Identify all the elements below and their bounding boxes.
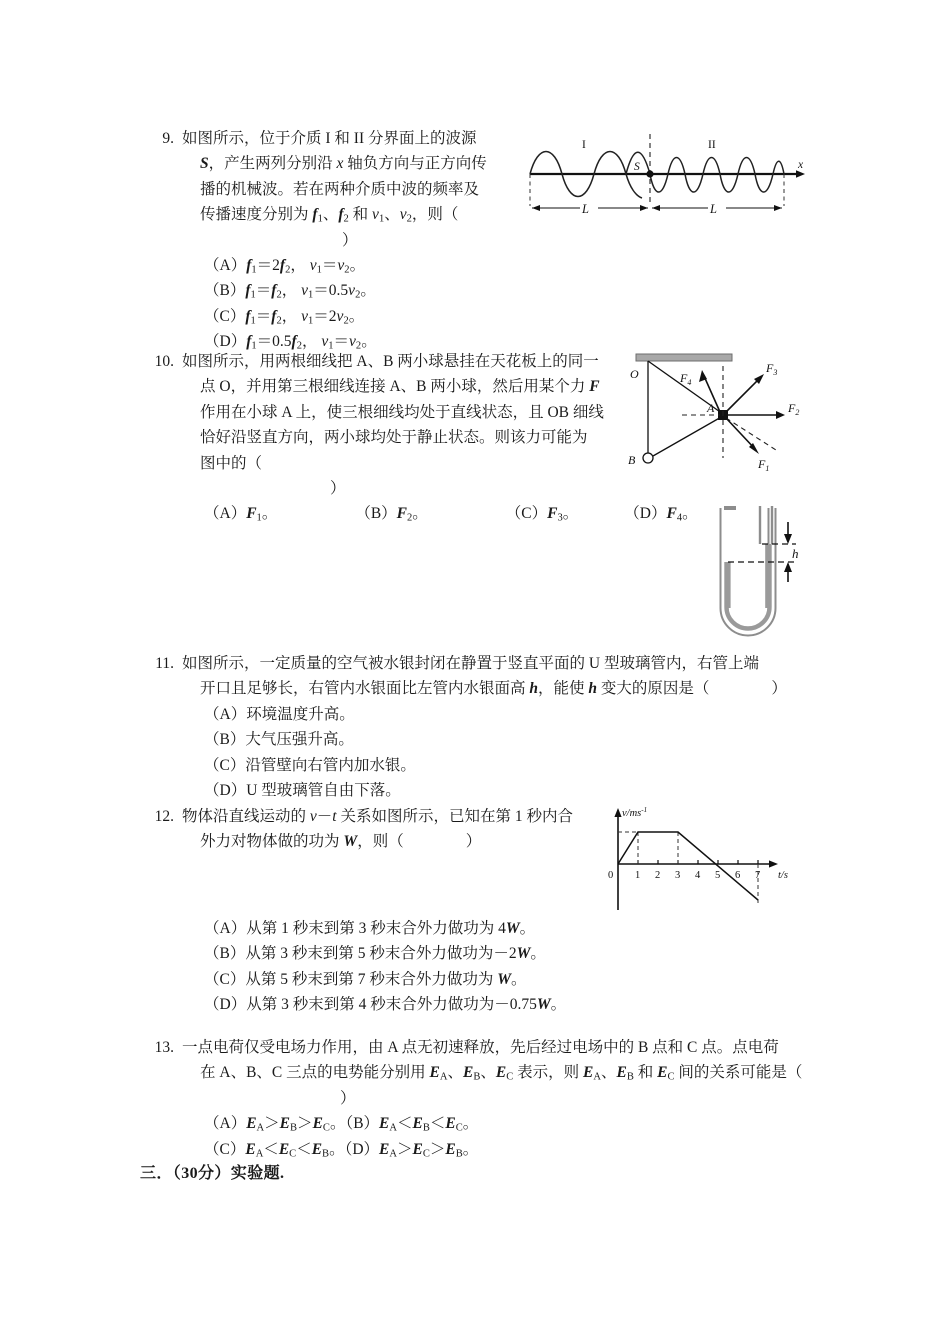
vt-ylabel: $v/ms^{-1}$ bbox=[622, 806, 648, 819]
question-13-option-d[interactable]: $(D)E_A>E_C>E_B$。 bbox=[344, 1140, 479, 1160]
force-f2-label: $F_2$ bbox=[788, 401, 800, 417]
force-f3-label: $F_3$ bbox=[766, 361, 778, 377]
question-11 bbox=[140, 651, 840, 803]
question-12-option-c[interactable]: （C）从第 5 秒末到第 7 秒末合外力做功为 W。 bbox=[204, 970, 527, 988]
question-12 bbox=[140, 804, 573, 855]
question-10-options-row bbox=[204, 501, 698, 526]
vt-tick-1: 1 bbox=[635, 870, 641, 881]
vt-tick-2: 2 bbox=[655, 870, 661, 881]
vt-tick-4: 4 bbox=[695, 870, 701, 881]
question-9-option-a[interactable]: $(A)f_1=2f_2$， $v_1=v_2$。 bbox=[204, 256, 366, 276]
question-10-line-6: ） bbox=[330, 479, 346, 497]
question-11-number: 11. bbox=[155, 655, 174, 672]
question-13-options-row-1 bbox=[204, 1111, 840, 1136]
wave-length-right-label: L bbox=[710, 202, 717, 216]
force-point-b-label: B bbox=[628, 453, 636, 467]
question-9-body bbox=[182, 126, 520, 355]
question-10-line-4: 恰好沿竖直方向，两小球均处于静止状态。则该力可能为 bbox=[200, 429, 588, 447]
question-9-line-2: S，产生两列分别沿 x 轴负方向与正方向传 bbox=[200, 155, 487, 173]
vt-xlabel: t/s bbox=[778, 870, 788, 881]
question-11-body bbox=[182, 651, 840, 803]
question-9-line-1: 如图所示，位于介质 I 和 II 分界面上的波源 bbox=[182, 130, 477, 147]
u-tube-diagram bbox=[692, 500, 842, 645]
question-12-line-1: 物体沿直线运动的 v－t 关系如图所示，已知在第 1 秒内合 bbox=[182, 808, 573, 825]
question-9-option-b[interactable]: $(B)f_1=f_2$， $v_1=0.5v_2$。 bbox=[204, 282, 376, 301]
wave-source-label: S bbox=[634, 161, 640, 173]
force-diagram bbox=[608, 350, 838, 476]
question-11-option-c[interactable]: （C）沿管壁向右管内加水银。 bbox=[204, 756, 416, 774]
question-10-number: 10. bbox=[154, 353, 174, 370]
vt-tick-6: 6 bbox=[735, 870, 741, 881]
vt-tick-5: 5 bbox=[715, 870, 721, 881]
question-10-body bbox=[182, 349, 698, 527]
question-10-option-d[interactable]: $(D)F_4$。 bbox=[624, 505, 698, 524]
question-9-line-4: 传播速度分别为 $f_1$、$f_2$ 和 $v_1$、$v_2$，则（ bbox=[200, 206, 459, 225]
question-10-option-c[interactable]: $(C)F_3$。 bbox=[505, 505, 579, 524]
force-point-a-label: A bbox=[707, 401, 715, 415]
question-13-option-b[interactable]: $(B)E_A<E_B<E_C$。 bbox=[345, 1115, 479, 1134]
wave-medium-2-label: II bbox=[708, 139, 716, 151]
question-9-line-5: ） bbox=[342, 231, 358, 249]
question-10-option-a[interactable]: $(A)F_1$。 bbox=[204, 505, 278, 524]
velocity-time-graph bbox=[600, 806, 810, 921]
question-10-option-b[interactable]: $(B)F_2$。 bbox=[355, 505, 428, 524]
wave-length-left-label: L bbox=[582, 202, 589, 216]
question-12-body bbox=[182, 804, 573, 855]
section-heading: 三．（30分）实验题. bbox=[140, 1165, 285, 1182]
wave-diagram bbox=[512, 126, 812, 221]
question-11-option-d[interactable]: （D）U 型玻璃管自由下落。 bbox=[204, 781, 401, 799]
question-10-line-3: 作用在小球 A 上，使三根细线均处于直线状态，且 OB 细线 bbox=[200, 403, 604, 421]
question-12-number: 12. bbox=[154, 808, 174, 825]
force-point-o-label: O bbox=[630, 367, 639, 381]
question-12-options-body bbox=[182, 916, 660, 1018]
question-13-line-1: 一点电荷仅受电场力作用，由 A 点无初速释放，先后经过电场中的 B 点和 C 点。点电荷 bbox=[182, 1039, 779, 1056]
question-12-option-b[interactable]: （B）从第 3 秒末到第 5 秒末合外力做功为－2W。 bbox=[204, 945, 546, 963]
question-10-line-5: 图中的（ bbox=[200, 454, 263, 472]
question-13-options-row-2 bbox=[204, 1137, 840, 1162]
question-13-body bbox=[182, 1035, 840, 1162]
question-11-line-1: 如图所示，一定质量的空气被水银封闭在静置于竖直平面的 U 型玻璃管内，右管上端 bbox=[182, 655, 759, 672]
question-9-number: 9. bbox=[162, 130, 174, 147]
wave-axis-label: x bbox=[798, 159, 804, 171]
question-13 bbox=[140, 1035, 840, 1162]
question-10-line-2: 点 O，并用第三根细线连接 A、B 两小球，然后用某个力 F bbox=[200, 378, 600, 396]
question-12-option-d[interactable]: （D）从第 3 秒末到第 4 秒末合外力做功为－0.75W。 bbox=[204, 996, 567, 1014]
force-f1-label: $F_1$ bbox=[758, 457, 770, 473]
question-9 bbox=[140, 126, 520, 355]
question-9-option-d[interactable]: $(D)f_1=0.5f_2$， $v_1=v_2$。 bbox=[204, 333, 377, 352]
question-11-option-a[interactable]: （A）环境温度升高。 bbox=[204, 705, 355, 723]
force-f4-label: $F_4$ bbox=[680, 371, 692, 387]
u-tube-h-label: h bbox=[792, 546, 799, 561]
question-9-option-c[interactable]: $(C)f_1=f_2$， $v_1=2v_2$。 bbox=[204, 307, 365, 327]
question-13-number: 13. bbox=[154, 1039, 174, 1056]
wave-medium-1-label: I bbox=[582, 139, 586, 151]
question-13-option-c[interactable]: $(C)E_A<E_C<E_B$。 bbox=[204, 1140, 345, 1160]
question-13-option-a[interactable]: $(A)E_A>E_B>E_C$。 bbox=[204, 1115, 346, 1134]
question-9-line-3: 播的机械波。若在两种介质中波的频率及 bbox=[200, 180, 480, 198]
question-12-line-2: 外力对物体做的功为 W，则（ ） bbox=[200, 833, 482, 851]
question-12-option-a[interactable]: （A）从第 1 秒末到第 3 秒末合外力做功为 4W。 bbox=[204, 920, 536, 937]
question-10-line-1: 如图所示，用两根细线把 A、B 两小球悬挂在天花板上的同一 bbox=[182, 353, 599, 370]
question-13-line-2: 在 A、B、C 三点的电势能分别用 $E_A$、$E_B$、$E_C$ 表示，则 $E_A$、$E_B$ 和 $E_C$ 间的关系可能是（ bbox=[200, 1064, 803, 1084]
question-11-option-b[interactable]: （B）大气压强升高。 bbox=[204, 731, 354, 749]
question-13-line-3: ） bbox=[340, 1089, 356, 1107]
vt-tick-7: 7 bbox=[755, 870, 761, 881]
vt-tick-3: 3 bbox=[675, 870, 681, 881]
question-12-options bbox=[140, 916, 660, 1018]
vt-origin-label: 0 bbox=[608, 870, 614, 881]
question-11-line-2: 开口且足够长，右管内水银面比左管内水银面高 h，能使 h 变大的原因是（ ） bbox=[200, 680, 787, 698]
question-10 bbox=[140, 349, 698, 527]
